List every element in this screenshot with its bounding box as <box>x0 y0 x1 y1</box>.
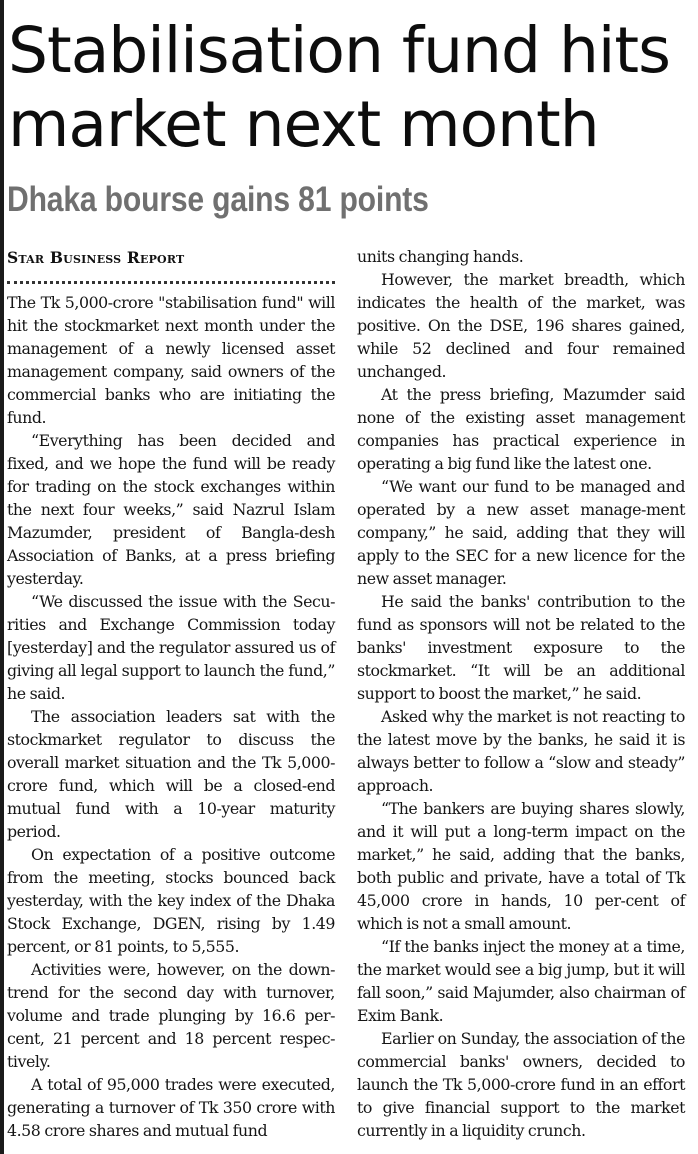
byline-separator <box>7 281 335 284</box>
paragraph: The association leaders sat with the stockmarket regulator to discuss the overall market situation and the Tk 5,000-crore fund, which will be a closed-end mutual fund with a 10-year maturity period. <box>7 707 335 841</box>
article-column-1 <box>7 291 335 1142</box>
byline: Star Business Report <box>7 248 185 267</box>
headline-line-1: Stabilisation fund hits <box>8 14 670 87</box>
paragraph: A total of 95,000 trades were executed, generating a turnover of Tk 350 crore with 4.58 crore shares and mutual fund <box>7 1075 335 1140</box>
paragraph: At the press briefing, Mazumder said none of the existing asset management companies has practical experience in operating a big fund like the latest one. <box>357 385 685 473</box>
paragraph: “Everything has been decided and fixed, and we hope the fund will be ready for trading on the stock exchanges within the next four weeks,” said Nazrul Islam Mazumder, president of Bangla-desh Association of Banks, at a press briefing yesterday. <box>7 431 335 588</box>
paragraph: The Tk 5,000-crore "stabilisation fund" will hit the stockmarket next month under the management of a newly licensed asset management company, said owners of the commercial banks who are initiating the fund. <box>7 293 335 427</box>
paragraph: Asked why the market is not reacting to the latest move by the banks, he said it is always better to follow a “slow and steady” approach. <box>357 707 685 795</box>
paragraph: Activities were, however, on the down-trend for the second day with turnover, volume and trade plunging by 16.6 per-cent, 21 percent and 18 percent respec-tively. <box>7 960 335 1071</box>
paragraph: “We want our fund to be managed and operated by a new asset manage-ment company,” he said, adding that they will apply to the SEC for a new licence for the new asset manager. <box>357 477 685 588</box>
subheadline: Dhaka bourse gains 81 points <box>7 180 429 219</box>
headline-line-2: market next month <box>8 88 599 161</box>
paragraph: “The bankers are buying shares slowly, and it will put a long-term impact on the market,” he said, adding that the banks, both public and private, have a total of Tk 45,000 crore in hands, 10 per-cent of which is not a small amount. <box>357 799 685 933</box>
paragraph: However, the market breadth, which indicates the health of the market, was positive. On the DSE, 196 shares gained, while 52 declined and four remained unchanged. <box>357 270 685 381</box>
paragraph: Earlier on Sunday, the association of the commercial banks' owners, decided to launch the Tk 5,000-crore fund in an effort to give financial support to the market currently in a liquidity crunch. <box>357 1029 685 1140</box>
paragraph: units changing hands. <box>357 247 524 266</box>
left-border-rule <box>0 0 4 1154</box>
headline <box>8 14 696 162</box>
paragraph: On expectation of a positive outcome from the meeting, stocks bounced back yesterday, with the key index of the Dhaka Stock Exchange, DGEN, rising by 1.49 percent, or 81 points, to 5,555. <box>7 845 335 956</box>
paragraph: He said the banks' contribution to the fund as sponsors will not be related to the banks' investment exposure to the stockmarket. “It will be an additional support to boost the market,” he said. <box>357 592 685 703</box>
paragraph: “We discussed the issue with the Secu-rities and Exchange Commission today [yesterday] and the regulator assured us of giving all legal support to launch the fund,” he said. <box>7 592 335 703</box>
article-column-2 <box>357 245 685 1142</box>
paragraph: “If the banks inject the money at a time, the market would see a big jump, but it will fall soon,” said Majumder, also chairman of Exim Bank. <box>357 937 685 1025</box>
